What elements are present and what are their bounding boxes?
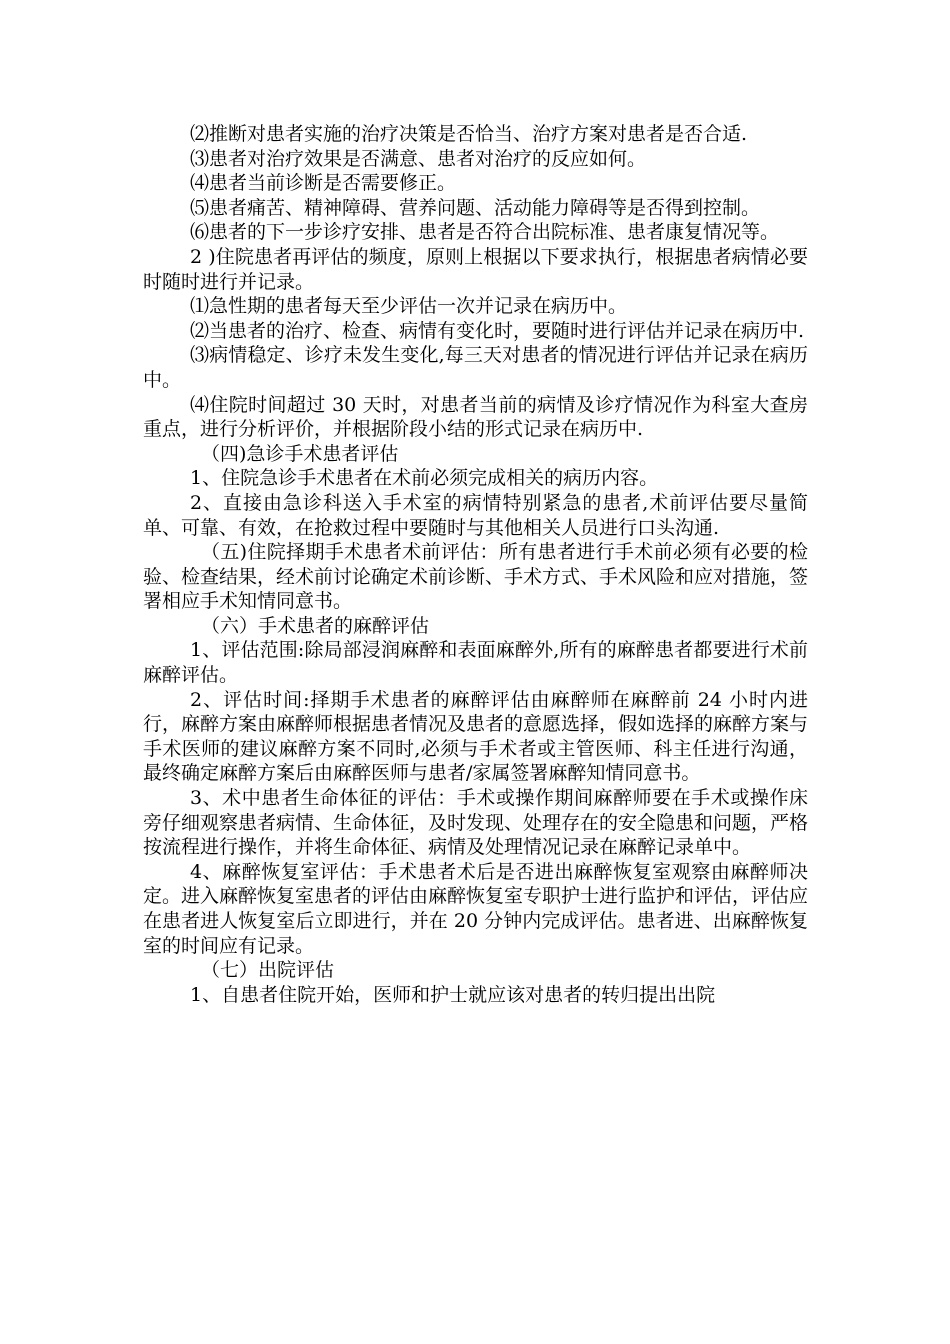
paragraph-6-next-steps: ⑹患者的下一步诊疗安排、患者是否符合出院标准、患者康复情况等。 (190, 221, 780, 244)
paragraph-acute-phase: ⑴急性期的患者每天至少评估一次并记录在病历中。 (190, 295, 628, 318)
paragraph-3-treatment-satisfaction: ⑶患者对治疗效果是否满意、患者对治疗的反应如何。 (190, 147, 647, 170)
paragraph-recovery-room: 4、麻醉恢复室评估：手术患者术后是否进出麻醉恢复室观察由麻醉师决定。进入麻醉恢复室患者的评估由麻醉恢复室专职护士进行监护和评估，评估应在患者进人恢复室后立即进行，并在 20 分钟内完成评估。患者进、出麻醉恢复室的时间应有记录。 (143, 860, 809, 957)
document-body (143, 122, 808, 1007)
paragraph-2-treatment-decision: ⑵推断对患者实施的治疗决策是否恰当、治疗方案对患者是否合适. (190, 123, 748, 145)
paragraph-4-diagnosis-revision: ⑷患者当前诊断是否需要修正。 (190, 172, 457, 195)
paragraph-condition-change: ⑵当患者的治疗、检查、病情有变化时，要随时进行评估并记录在病历中. (190, 319, 805, 342)
paragraph-discharge-start: 1、自患者住院开始，医师和护士就应该对患者的转归提出出院 (190, 983, 716, 1006)
paragraph-long-stay: ⑷住院时间超过 30 天时，对患者当前的病情及诊疗情况作为科室大查房重点，进行分析评价，并根据阶段小结的形式记录在病历中. (143, 393, 808, 441)
section-heading-elective-surgery: （五)住院择期手术患者术前评估：所有患者进行手术前必须有必要的检验、检查结果，经术前讨论确定术前诊断、手术方式、手术风险和应对措施，签署相应手术知情同意书。 (143, 541, 809, 613)
paragraph-assessment-time: 2、评估时间:择期手术患者的麻醉评估由麻醉师在麻醉前 24 小时内进行，麻醉方案由麻醉师根据患者情况及患者的意愿选择，假如选择的麻醉方案与手术医师的建议麻醉方案不同时,必须与手术者或主管医师、科主任进行沟通，最终确定麻醉方案后由麻醉医师与患者/家属签署麻醉知情同意书。 (143, 688, 809, 785)
paragraph-5-symptom-control: ⑸患者痛苦、精神障碍、营养问题、活动能力障碍等是否得到控制。 (190, 196, 761, 219)
paragraph-assessment-scope: 1、评估范围:除局部浸润麻醉和表面麻醉外,所有的麻醉患者都要进行术前麻醉评估。 (143, 639, 808, 687)
paragraph-intraoperative-vitals: 3、术中患者生命体征的评估：手术或操作期间麻醉师要在手术或操作床旁仔细观察患者病情、生命体征，及时发现、处理存在的安全隐患和问题，严格按流程进行操作，并将生命体征、病情及处理情况记录在麻醉记录单中。 (143, 787, 809, 859)
paragraph-emergency-direct: 2、直接由急诊科送入手术室的病情特别紧急的患者,术前评估要尽量简单、可靠、有效，在抢救过程中要随时与其他相关人员进行口头沟通. (143, 491, 808, 539)
paragraph-reassessment-frequency: 2 )住院患者再评估的频度，原则上根据以下要求执行，根据患者病情必要时随时进行并记录。 (143, 245, 808, 293)
paragraph-emergency-records: 1、住院急诊手术患者在术前必须完成相关的病历内容。 (190, 467, 659, 490)
section-heading-anesthesia-assessment: （六）手术患者的麻醉评估 (201, 614, 430, 637)
section-heading-emergency-surgery: （四)急诊手术患者评估 (201, 442, 399, 465)
paragraph-stable-condition: ⑶病情稳定、诊疗未发生变化,每三天对患者的情况进行评估并记录在病历中。 (143, 344, 808, 391)
section-heading-discharge-assessment: （七）出院评估 (201, 959, 335, 982)
